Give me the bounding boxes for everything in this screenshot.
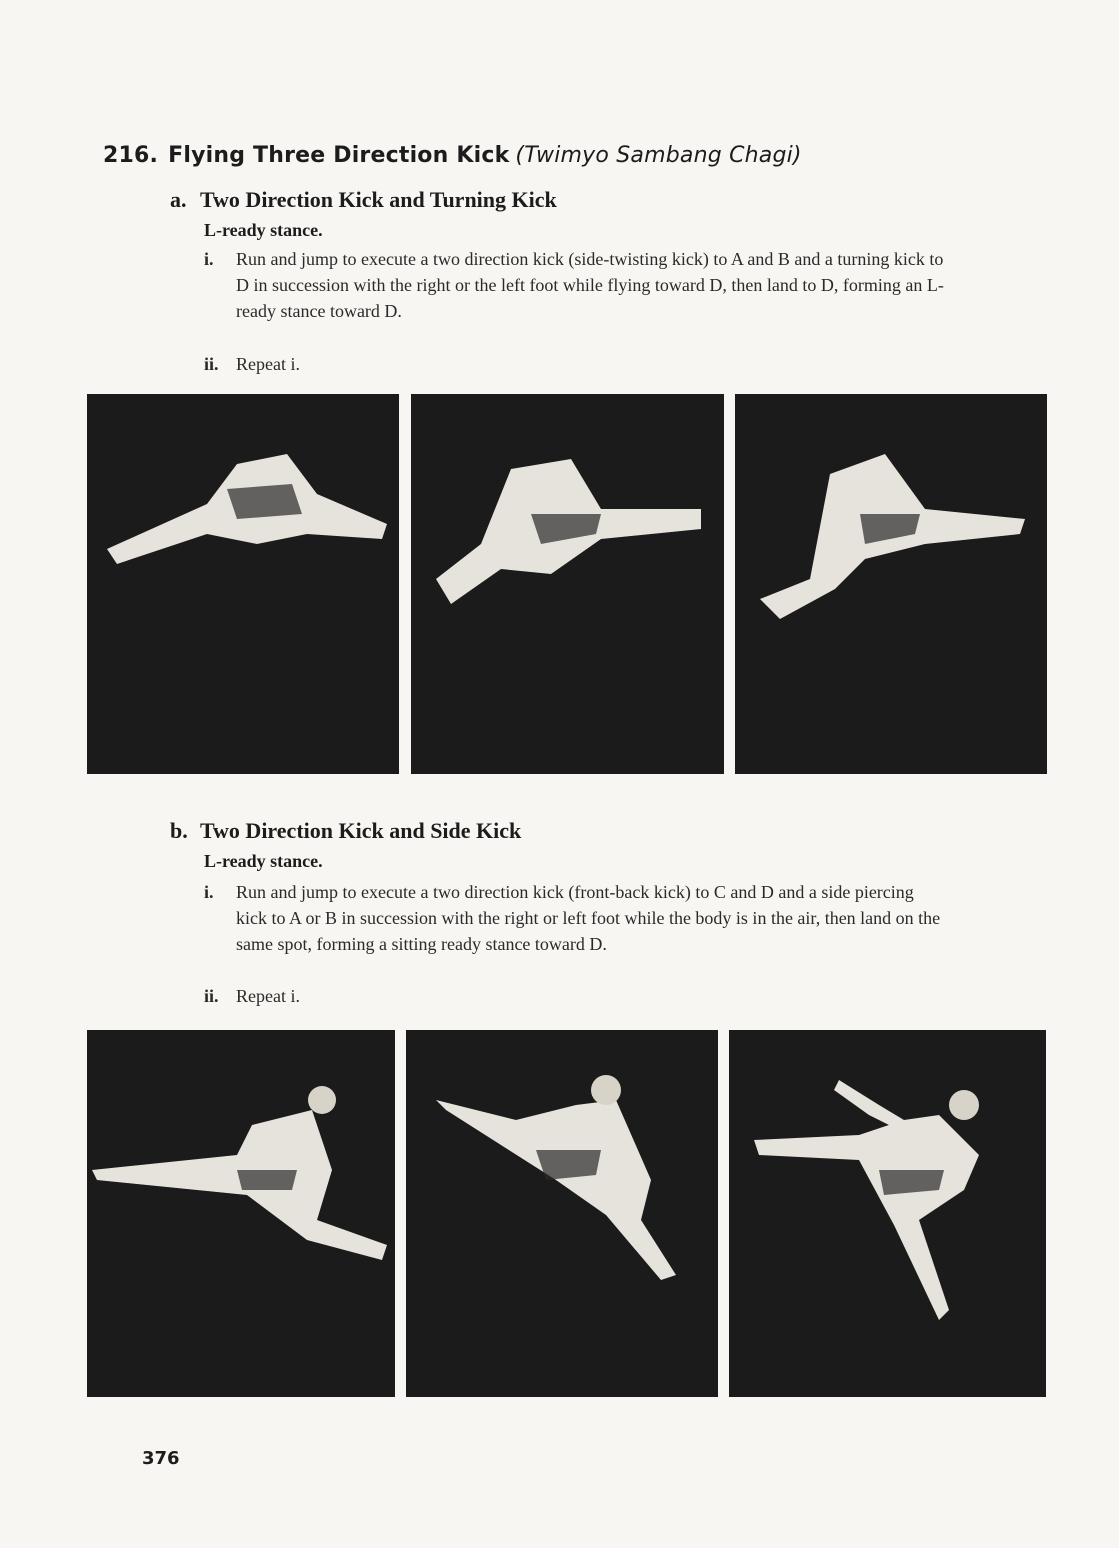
section-heading xyxy=(103,143,802,168)
step-marker: ii. xyxy=(204,986,219,1006)
step-text: Run and jump to execute a two direction kick (side-twisting kick) to A and B and a turning kick to D in succession with the right or the left foot while flying toward D, then land to D, forming an L-ready stance toward D. xyxy=(236,249,944,321)
part-b-step-1 xyxy=(204,879,944,957)
part-b-heading xyxy=(170,818,521,844)
kicker-figure-icon xyxy=(87,394,399,774)
photo-a3 xyxy=(735,394,1047,774)
part-a-step-2 xyxy=(204,351,944,377)
photo-a1 xyxy=(87,394,399,774)
part-a-heading xyxy=(170,187,557,213)
part-b-letter: b. xyxy=(170,818,188,843)
section-subtitle: (Twimyo Sambang Chagi) xyxy=(515,143,802,168)
step-marker: i. xyxy=(204,249,214,269)
photo-b1 xyxy=(87,1030,395,1397)
part-a-letter: a. xyxy=(170,187,187,212)
step-marker: ii. xyxy=(204,354,219,374)
kicker-figure-icon xyxy=(729,1030,1046,1397)
part-b-stance: L-ready stance. xyxy=(204,851,323,871)
photo-b2 xyxy=(406,1030,718,1397)
section-title: Flying Three Direction Kick xyxy=(168,143,510,168)
kicker-figure-icon xyxy=(411,394,724,774)
kicker-figure-icon xyxy=(87,1030,395,1397)
photo-a2 xyxy=(411,394,724,774)
part-a-step-1 xyxy=(204,246,944,324)
step-text: Repeat i. xyxy=(236,986,300,1006)
kicker-figure-icon xyxy=(406,1030,718,1397)
part-a-stance: L-ready stance. xyxy=(204,220,323,240)
part-b-title: Two Direction Kick and Side Kick xyxy=(200,818,522,843)
step-text: Repeat i. xyxy=(236,354,300,374)
part-b-step-2 xyxy=(204,983,944,1009)
kicker-figure-icon xyxy=(735,394,1047,774)
photo-b3 xyxy=(729,1030,1046,1397)
part-a-title: Two Direction Kick and Turning Kick xyxy=(200,187,557,212)
page-number: 376 xyxy=(142,1448,180,1469)
section-number: 216. xyxy=(103,143,159,168)
step-marker: i. xyxy=(204,882,214,902)
step-text: Run and jump to execute a two direction kick (front-back kick) to C and D and a side piercing kick to A or B in succession with the right or left foot while the body is in the air, then land on the same spot, forming a sitting ready stance toward D. xyxy=(236,882,941,954)
